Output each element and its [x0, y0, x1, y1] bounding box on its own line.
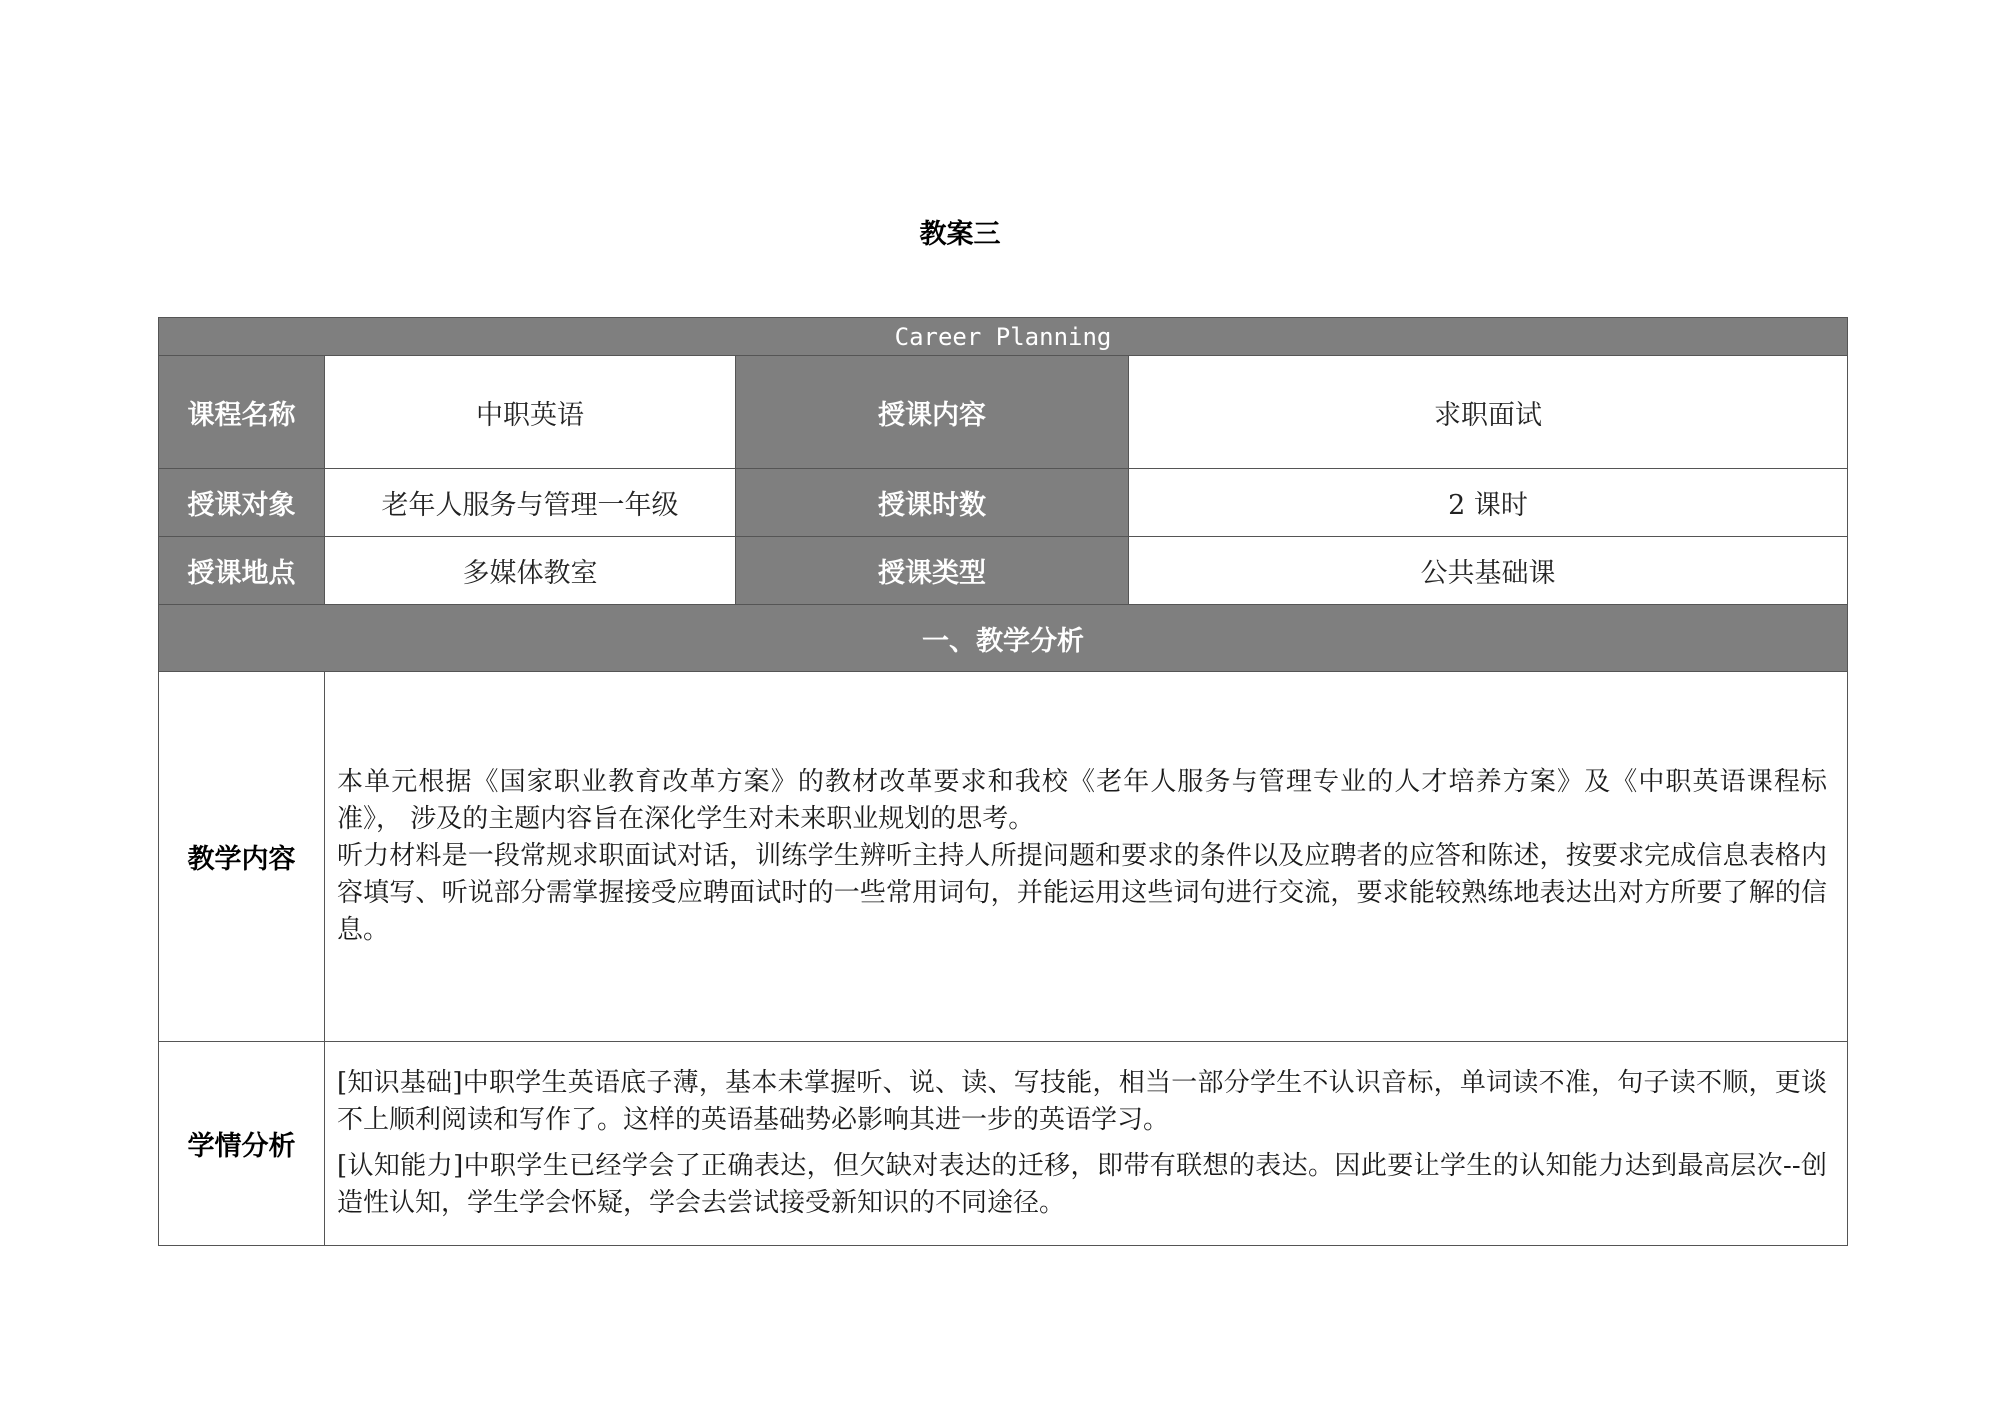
label-course-type: 授课类型: [736, 537, 1129, 605]
teaching-content-paragraph: 听力材料是一段常规求职面试对话，训练学生辨听主持人所提问题和要求的条件以及应聘者的应答和陈述，按要求完成信息表格内容填写、听说部分需掌握接受应聘面试时的一些常用词句，并能运用这些词句进行交流，要求能较熟练地表达出对方所要了解的信息。: [337, 841, 1827, 945]
document-title: 教案三: [919, 219, 1001, 250]
info-row-audience: [159, 469, 1848, 537]
info-row-course: [159, 356, 1848, 469]
course-banner: Career Planning: [159, 318, 1848, 356]
label-teaching-content: 教学内容: [159, 672, 325, 1042]
value-course-name: 中职英语: [325, 356, 736, 469]
label-course-name: 课程名称: [159, 356, 325, 469]
value-course-type: 公共基础课: [1129, 537, 1848, 605]
teaching-content-row: [159, 672, 1848, 1042]
student-analysis-row: [159, 1042, 1848, 1246]
value-location: 多媒体教室: [325, 537, 736, 605]
banner-row: [159, 318, 1848, 356]
value-hours: 2 课时: [1129, 469, 1848, 537]
label-teaching-topic: 授课内容: [736, 356, 1129, 469]
label-location: 授课地点: [159, 537, 325, 605]
value-teaching-topic: 求职面试: [1129, 356, 1848, 469]
teaching-content-paragraph: 本单元根据《国家职业教育改革方案》的教材改革要求和我校《老年人服务与管理专业的人才培养方案》及《中职英语课程标准》， 涉及的主题内容旨在深化学生对未来职业规划的思考。: [337, 767, 1827, 834]
teaching-content-text: [325, 672, 1848, 1042]
section-row: [159, 605, 1848, 672]
student-analysis-paragraph: [认知能力]中职学生已经学会了正确表达，但欠缺对表达的迁移，即带有联想的表达。因此要让学生的认知能力达到最高层次--创造性认知，学生学会怀疑，学会去尝试接受新知识的不同途径。: [337, 1151, 1827, 1218]
label-student-analysis: 学情分析: [159, 1042, 325, 1246]
info-row-location: [159, 537, 1848, 605]
student-analysis-text: [325, 1042, 1848, 1246]
label-audience: 授课对象: [159, 469, 325, 537]
label-hours: 授课时数: [736, 469, 1129, 537]
section-heading-teaching-analysis: 一、教学分析: [159, 605, 1848, 672]
value-audience: 老年人服务与管理一年级: [325, 469, 736, 537]
student-analysis-paragraph: [知识基础]中职学生英语底子薄，基本未掌握听、说、读、写技能，相当一部分学生不认识音标，单词读不准，句子读不顺，更谈不上顺利阅读和写作了。这样的英语基础势必影响其进一步的英语学习。: [337, 1068, 1827, 1135]
lesson-plan-table: [158, 317, 1848, 1246]
